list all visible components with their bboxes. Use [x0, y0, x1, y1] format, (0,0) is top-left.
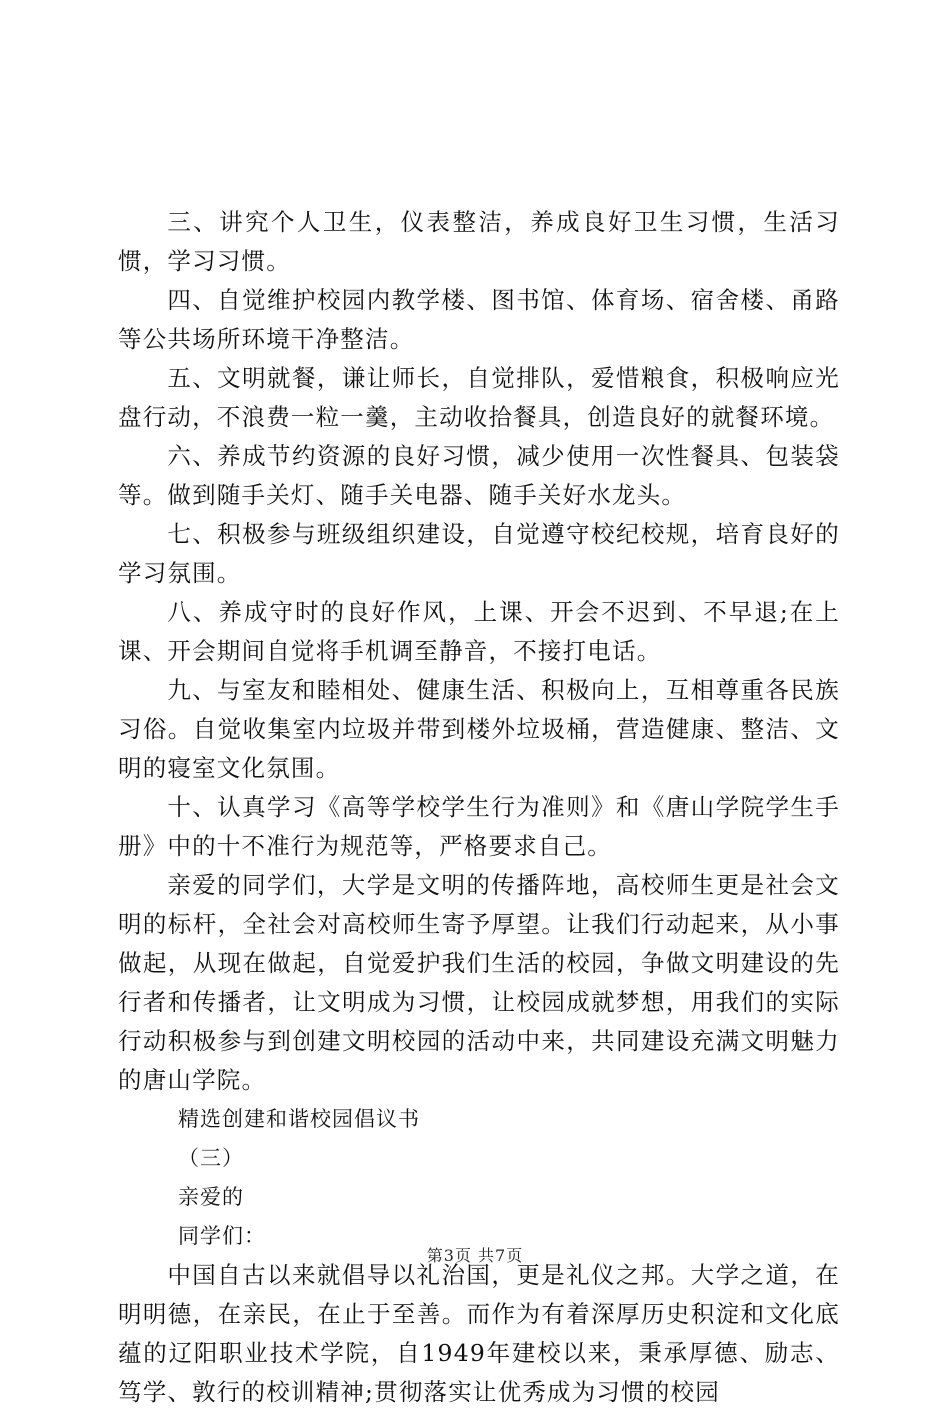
document-body	[118, 203, 840, 1412]
intro-paragraph: 中国自古以来就倡导以礼治国，更是礼仪之邦。大学之道，在明明德，在亲民，在止于至善。而作为有着深厚历史积淀和文化底蕴的辽阳职业技术学院，自1949年建校以来，秉承厚德、励志、笃学、敦行的校训精神;贯彻落实让优秀成为习惯的校园	[118, 1261, 840, 1406]
closing-paragraph: 亲爱的同学们，大学是文明的传播阵地，高校师生更是社会文明的标杆，全社会对高校师生寄予厚望。让我们行动起来，从小事做起，从现在做起，自觉爱护我们生活的校园，争做文明建设的先行者和传播者，让文明成为习惯，让校园成就梦想，用我们的实际行动积极参与到创建文明校园的活动中来，共同建设充满文明魅力的唐山学院。	[118, 871, 840, 1094]
document-subtitle: （三）	[178, 1146, 244, 1170]
paragraph-item-5: 五、文明就餐，谦让师长，自觉排队，爱惜粮食，积极响应光盘行动，不浪费一粒一羹，主动收拾餐具，创造良好的就餐环境。	[118, 364, 840, 431]
paragraph-item-7: 七、积极参与班级组织建设，自觉遵守校纪校规，培育良好的学习氛围。	[118, 520, 840, 587]
paragraph-item-9: 九、与室友和睦相处、健康生活、积极向上，互相尊重各民族习俗。自觉收集室内垃圾并带到楼外垃圾桶，营造健康、整洁、文明的寝室文化氛围。	[118, 676, 840, 782]
paragraph-item-3: 三、讲究个人卫生，仪表整洁，养成良好卫生习惯，生活习惯，学习习惯。	[118, 208, 840, 275]
paragraph-item-6: 六、养成节约资源的良好习惯，减少使用一次性餐具、包装袋等。做到随手关灯、随手关电器、随手关好水龙头。	[118, 442, 840, 509]
paragraph-item-4: 四、自觉维护校园内教学楼、图书馆、体育场、宿舍楼、甬路等公共场所环境干净整洁。	[118, 286, 840, 353]
document-title: 精选创建和谐校园倡议书	[178, 1107, 420, 1131]
salutation-line-1: 亲爱的	[178, 1185, 244, 1209]
paragraph-item-8: 八、养成守时的良好作风，上课、开会不迟到、不早退;在上课、开会期间自觉将手机调至静音，不接打电话。	[118, 598, 840, 665]
salutation-line-2: 同学们：	[178, 1224, 266, 1248]
paragraph-item-10: 十、认真学习《高等学校学生行为准则》和《唐山学院学生手册》中的十不准行为规范等，严格要求自己。	[118, 793, 840, 860]
page-footer: 第3页 共7页	[426, 1246, 524, 1265]
